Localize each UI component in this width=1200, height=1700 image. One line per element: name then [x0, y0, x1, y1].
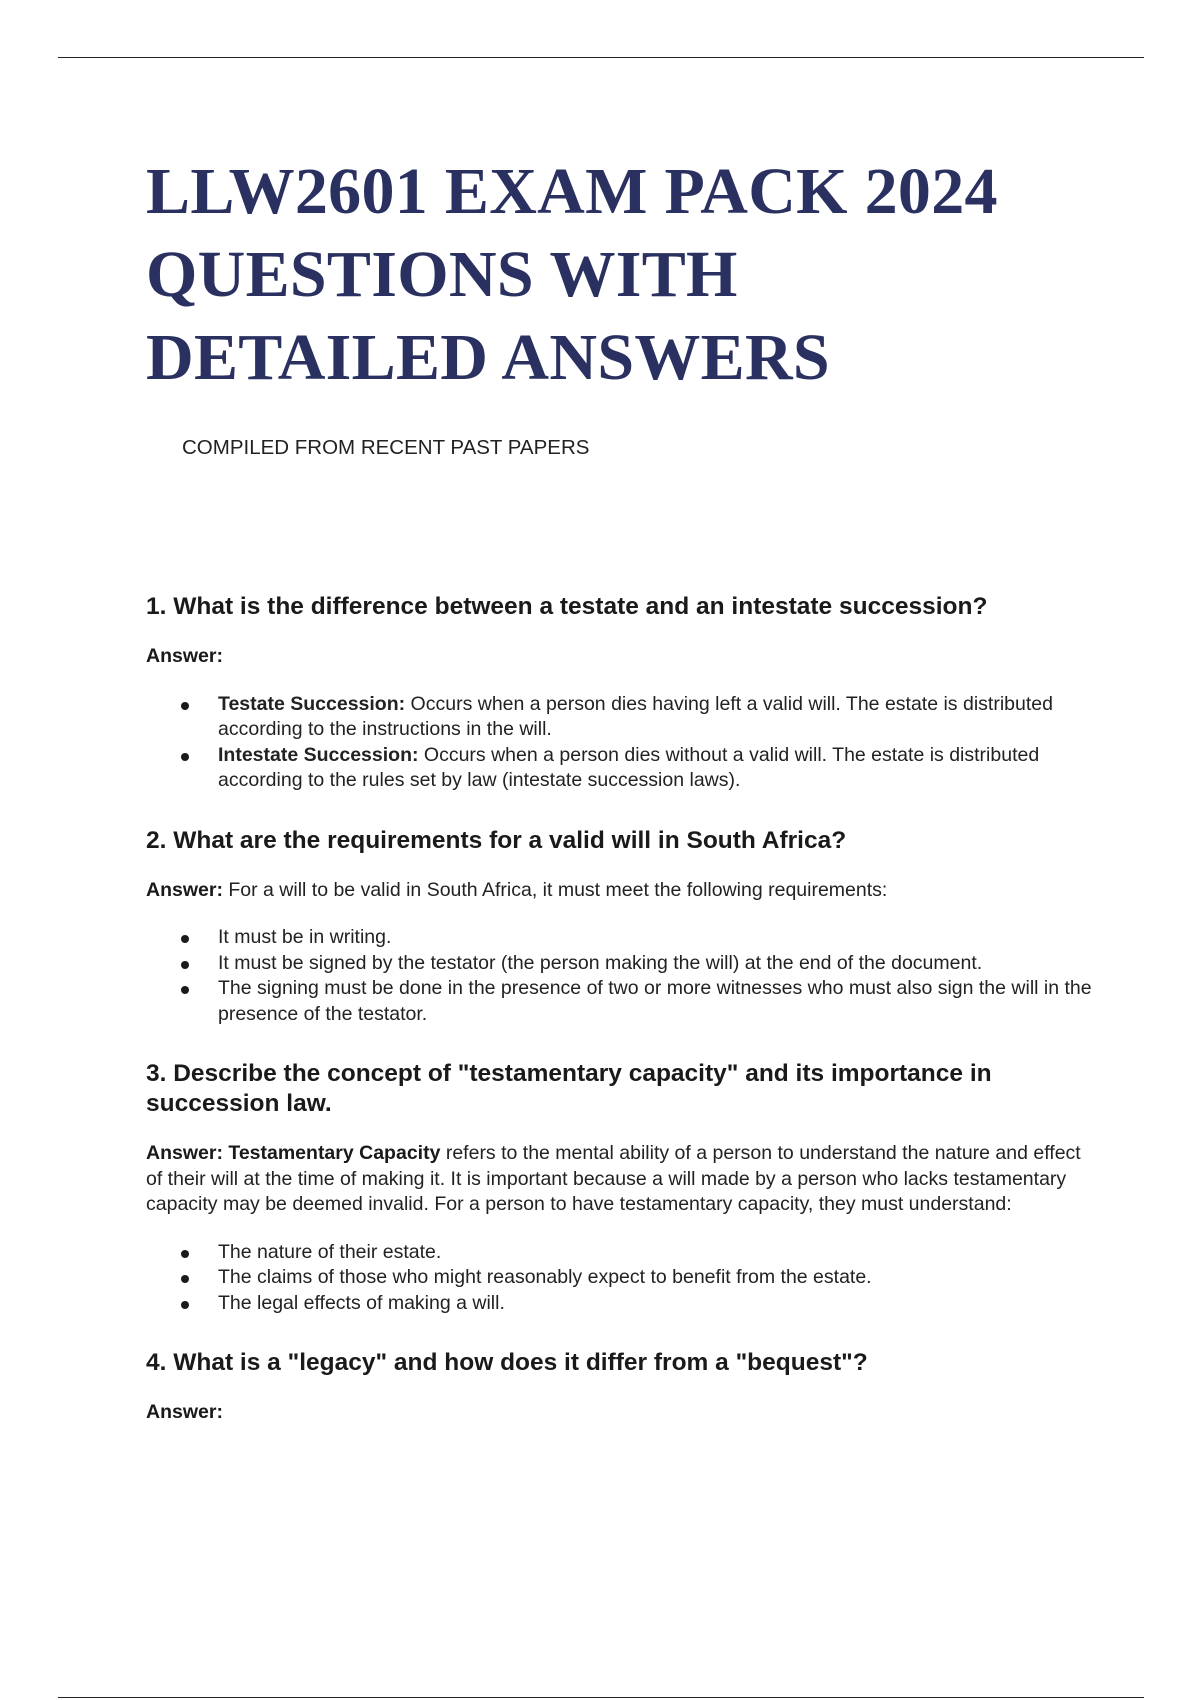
document-body	[146, 150, 1096, 1426]
list-item-text: It must be in writing.	[218, 926, 392, 948]
answer-paragraph	[146, 1400, 1096, 1426]
title-line: DETAILED ANSWERS	[146, 321, 830, 394]
list-item-text: The legal effects of making a will.	[218, 1291, 505, 1314]
answer-label: Answer:	[146, 878, 223, 901]
bullet-icon	[181, 1275, 189, 1283]
answer-bullet-list	[146, 692, 1096, 794]
document-title	[146, 150, 1096, 399]
answer-paragraph	[146, 878, 1096, 904]
bottom-rule	[58, 1697, 1144, 1698]
answer-label: Answer:	[146, 645, 223, 667]
question-heading: 1. What is the difference between a testate and an intestate succession?	[146, 593, 988, 620]
title-line: QUESTIONS WITH	[146, 238, 738, 311]
list-item	[218, 1291, 1096, 1317]
term-label: Testate Succession:	[218, 692, 406, 715]
question-section-2	[146, 826, 1096, 1028]
list-item	[218, 692, 1096, 743]
list-item	[218, 1265, 1096, 1291]
answer-paragraph	[146, 644, 1096, 670]
list-item-text: The claims of those who might reasonably expect to benefit from the estate.	[218, 1266, 872, 1288]
bullet-icon	[181, 702, 189, 710]
question-section-1	[146, 592, 1096, 794]
answer-text: For a will to be valid in South Africa, it must meet the following requirements:	[222, 878, 888, 901]
term-definition: Occurs when a person dies without a valid will. The estate is distributed according to the rules set by law (intestate succession laws).	[218, 743, 1040, 791]
list-item-text: The signing must be done in the presence of two or more witnesses who must also sign the will in the presence of the testator.	[218, 977, 1092, 1025]
question-heading: 4. What is a "legacy" and how does it differ from a "bequest"?	[146, 1349, 868, 1376]
bullet-icon	[181, 935, 189, 943]
bullet-icon	[181, 1301, 189, 1309]
bullet-icon	[181, 753, 189, 761]
term-definition: Occurs when a person dies having left a valid will. The estate is distributed according to the instructions in the will.	[218, 692, 1053, 740]
list-item	[218, 743, 1096, 794]
answer-label: Answer:	[146, 1401, 223, 1423]
list-item	[218, 976, 1096, 1027]
term-label: Intestate Succession:	[218, 743, 419, 766]
answer-bullet-list	[146, 925, 1096, 1027]
answer-bullet-list	[146, 1240, 1096, 1317]
question-heading: 3. Describe the concept of "testamentary capacity" and its importance in succession law.	[146, 1060, 992, 1117]
list-item-text: It must be signed by the testator (the person making the will) at the end of the document.	[218, 951, 983, 974]
bullet-icon	[181, 1250, 189, 1258]
list-item	[218, 951, 1096, 977]
list-item-text: The nature of their estate.	[218, 1240, 442, 1263]
bullet-icon	[181, 986, 189, 994]
answer-label: Answer: Testamentary Capacity	[146, 1142, 441, 1164]
list-item	[218, 925, 1096, 951]
document-subtitle: COMPILED FROM RECENT PAST PAPERS	[182, 436, 590, 459]
list-item	[218, 1240, 1096, 1266]
answer-paragraph	[146, 1141, 1096, 1218]
question-section-3	[146, 1059, 1096, 1316]
title-line: LLW2601 EXAM PACK 2024	[146, 155, 998, 228]
question-section-4	[146, 1348, 1096, 1426]
answer-text: refers to the mental ability of a person to understand the nature and effect of their will at the time of making it. It is important because a will made by a person who lacks testamentary capacity may be deemed invalid. For a person to have testamentary capacity, they must understand:	[146, 1142, 1081, 1215]
top-rule	[58, 57, 1144, 58]
question-heading: 2. What are the requirements for a valid will in South Africa?	[146, 826, 847, 854]
bullet-icon	[181, 961, 189, 969]
